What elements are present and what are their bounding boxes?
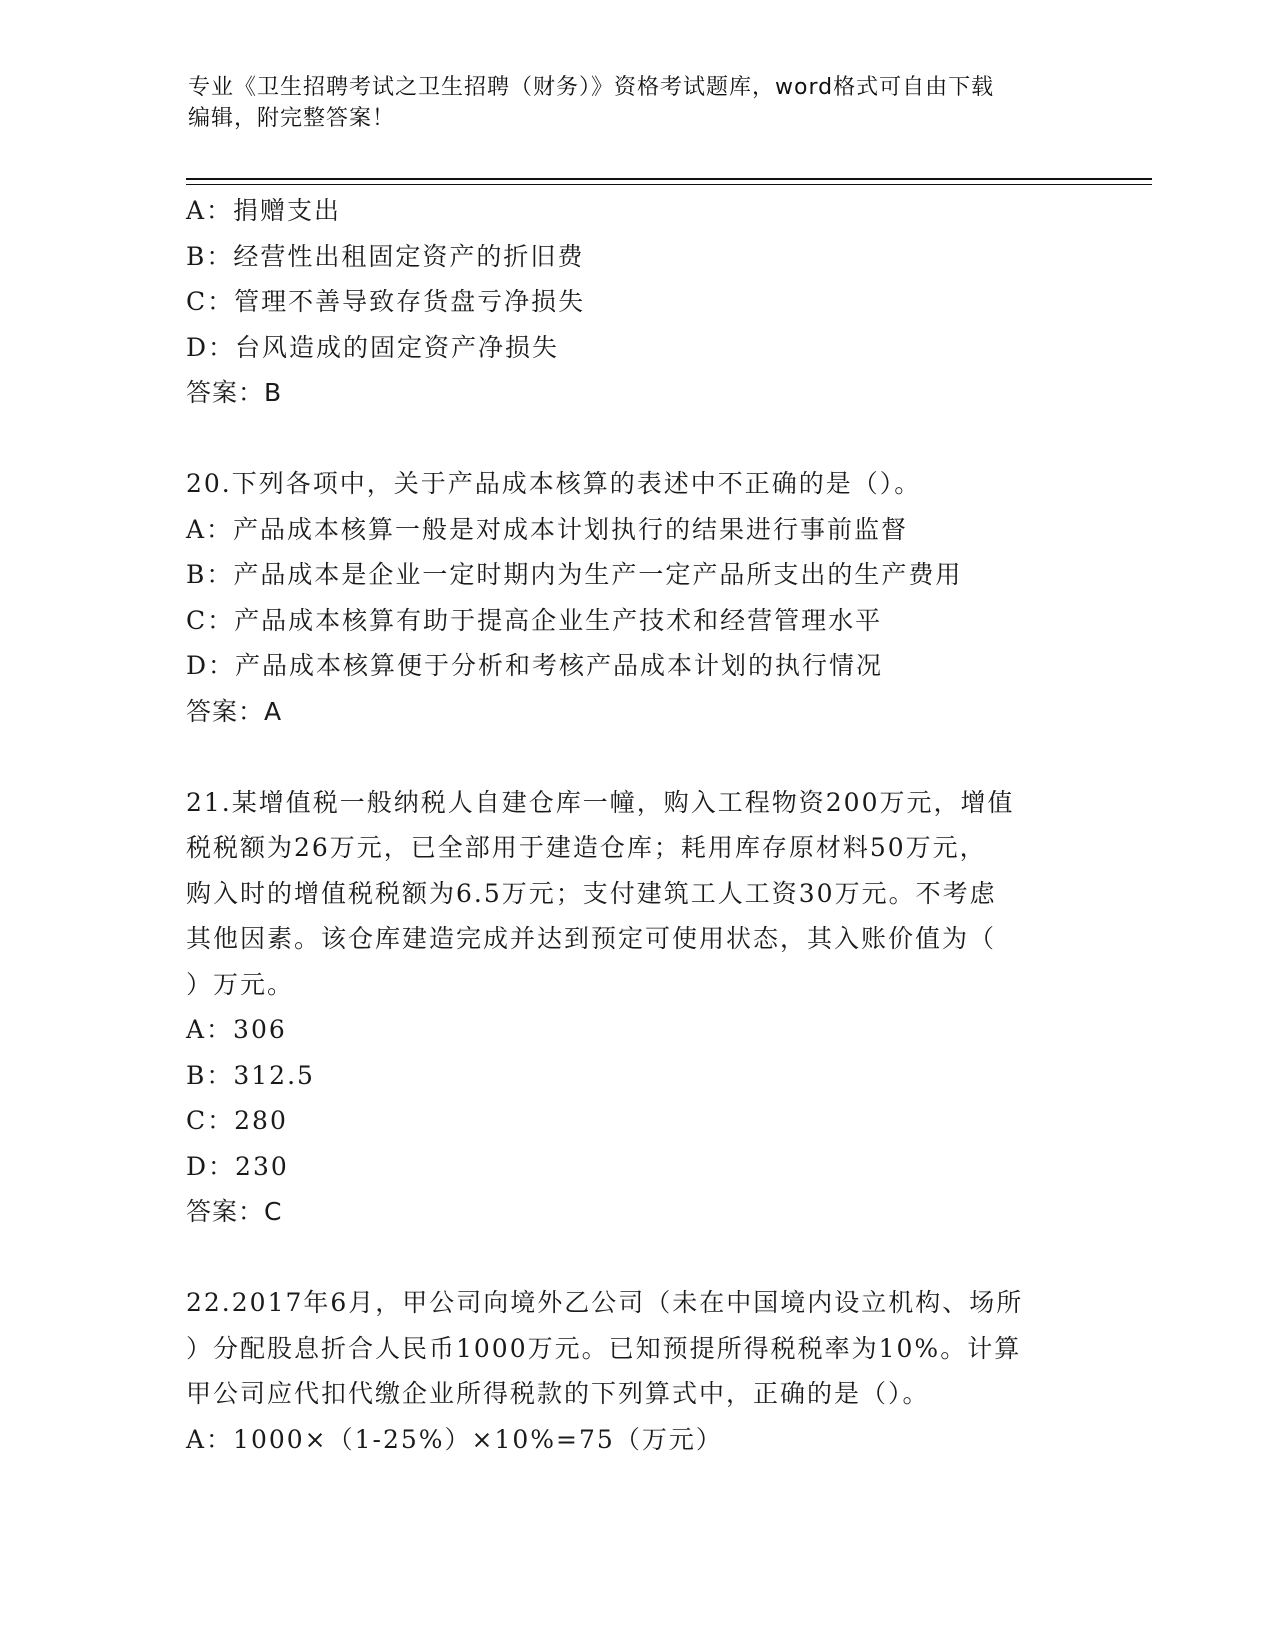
question-text-line: 22.2017年6月，甲公司向境外乙公司（未在中国境内设立机构、场所: [186, 1288, 1024, 1317]
spacer: [186, 734, 1086, 780]
option-d: D：产品成本核算便于分析和考核产品成本计划的执行情况: [186, 651, 884, 680]
option-a: A：产品成本核算一般是对成本计划执行的结果进行事前监督: [186, 514, 909, 544]
header-line-2: 编辑，附完整答案！: [188, 106, 396, 131]
question-20: [186, 461, 1086, 734]
answer: 答案：C: [186, 1197, 283, 1226]
option-c: C：280: [186, 1106, 288, 1135]
option-a: A：306: [186, 1015, 287, 1044]
question-text: 20.下列各项中，关于产品成本核算的表述中不正确的是（）。: [186, 469, 922, 498]
answer: 答案：B: [186, 378, 283, 407]
question-content: [186, 188, 1086, 1462]
option-c: C：产品成本核算有助于提高企业生产技术和经营管理水平: [186, 605, 883, 635]
question-text-line: ）分配股息折合人民币1000万元。已知预提所得税税率为10%。计算: [186, 1333, 1022, 1363]
question-text-line: 税税额为26万元，已全部用于建造仓库；耗用库存原材料50万元，: [186, 833, 987, 862]
spacer: [186, 416, 1086, 462]
option-a: A：1000×（1-25%）×10%=75（万元）: [186, 1424, 723, 1454]
question-22: [186, 1280, 1086, 1462]
answer: 答案：A: [186, 696, 283, 726]
option-b: B：经营性出租固定资产的折旧费: [186, 241, 585, 271]
question-text-line: ）万元。: [186, 969, 295, 999]
question-text-line: 21.某增值税一般纳税人自建仓库一幢，购入工程物资200万元，增值: [186, 787, 1015, 817]
document-header: [188, 72, 1088, 134]
question-text-line: 甲公司应代扣代缴企业所得税款的下列算式中，正确的是（）。: [186, 1379, 930, 1408]
option-a: A：捐赠支出: [186, 196, 342, 225]
option-d: D：230: [186, 1151, 289, 1181]
option-b: B：产品成本是企业一定时期内为生产一定产品所支出的生产费用: [186, 560, 963, 589]
question-text-line: 其他因素。该仓库建造完成并达到预定可使用状态，其入账价值为（: [186, 924, 997, 953]
option-b: B：312.5: [186, 1060, 315, 1090]
option-d: D：台风造成的固定资产净损失: [186, 332, 560, 362]
spacer: [186, 1235, 1086, 1281]
question-19: [186, 188, 1086, 416]
header-divider-thin: [186, 184, 1152, 185]
question-text-line: 购入时的增值税税额为6.5万元；支付建筑工人工资30万元。不考虑: [186, 878, 997, 908]
question-21: [186, 780, 1086, 1235]
header-line-1: 专业《卫生招聘考试之卫生招聘（财务）》资格考试题库，word格式可自由下载: [188, 75, 995, 100]
option-c: C：管理不善导致存货盘亏净损失: [186, 287, 586, 316]
header-divider-thick: [186, 178, 1152, 180]
